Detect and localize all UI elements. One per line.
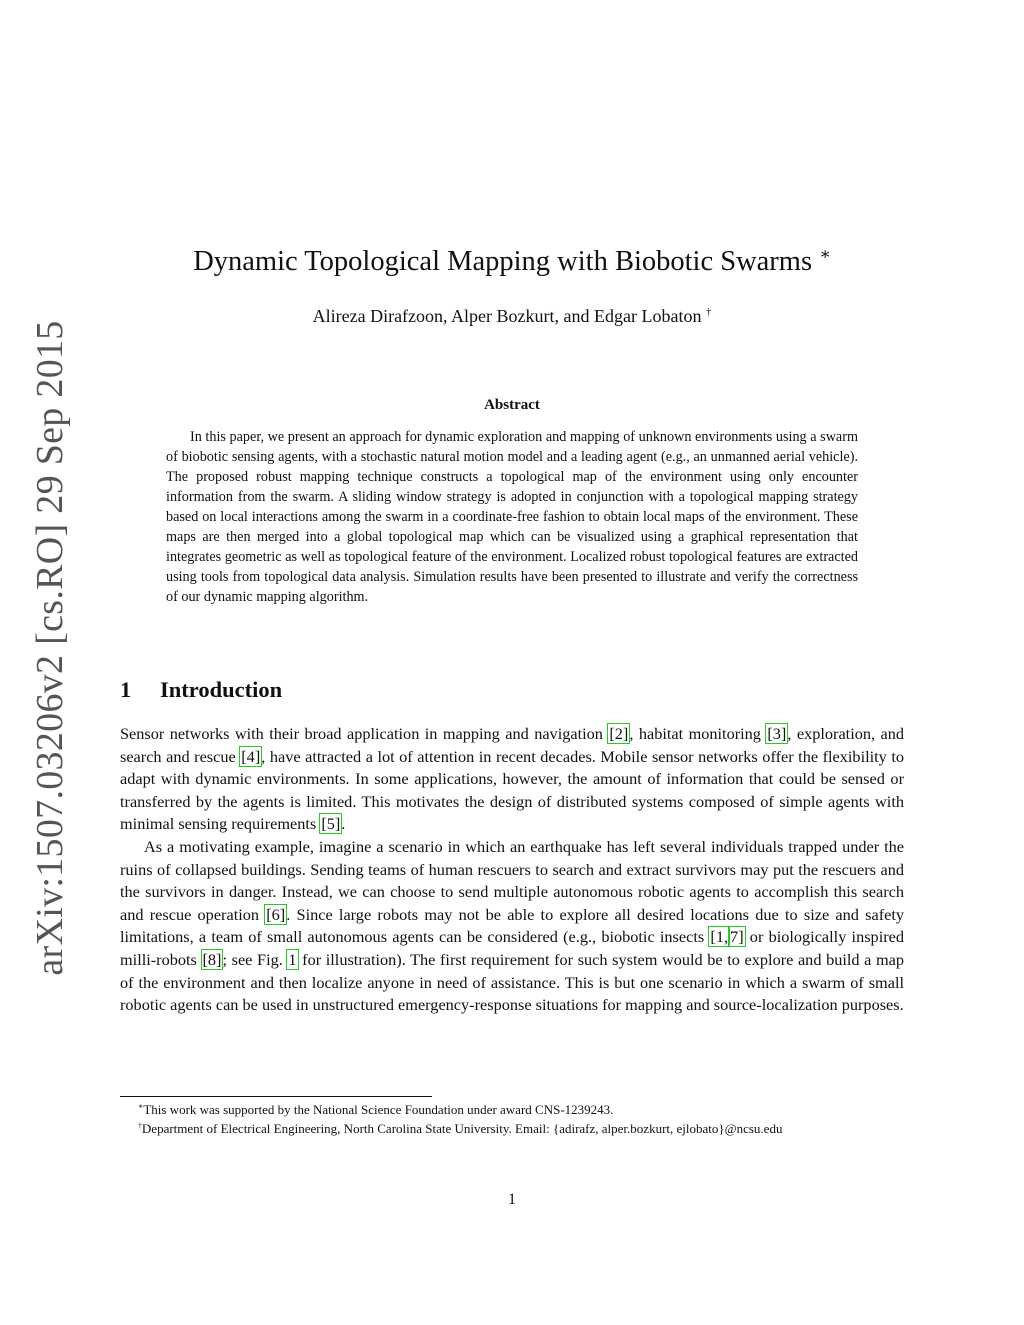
citation-link[interactable]: [5] — [321, 814, 341, 834]
introduction-body — [120, 723, 904, 1017]
author-footnote-mark[interactable]: † — [705, 306, 712, 318]
text-run: ; see Fig. — [222, 949, 288, 969]
text-run: , have attracted a lot of attention in recent decades. Mobile sensor networks offer the flexibility to adapt with dynamic environments. In some applications, however, the amount of information that could be sensed or transferred by the agents is limited. This motivates the design of distributed systems composed of simple agents with minimal sensing requirements — [120, 746, 905, 834]
text-run: or biologically inspired milli-robots — [120, 927, 905, 969]
paper-title — [120, 246, 904, 278]
section-number: 1 — [120, 677, 132, 702]
intro-paragraph-2 — [120, 836, 904, 1017]
citation-link[interactable]: 7] — [730, 927, 744, 947]
citation-link[interactable]: [3] — [767, 724, 787, 743]
author-names: Alireza Dirafzoon, Alper Bozkurt, and Edgar Lobaton — [312, 306, 702, 326]
text-run: As a motivating example, imagine a scenario in which an earthquake has left several individuals trapped under the ruins of collapsed buildings. Sending teams of human rescuers to search and extract survivors may put the rescuers and the survivors in danger. Instead, we can choose to send multiple autonomous robotic agents to accomplish this search and rescue operation — [120, 836, 904, 924]
text-run: Sensor networks with their broad application in mapping and navigation — [120, 724, 609, 743]
author-list — [120, 306, 904, 327]
footnotes — [120, 1100, 904, 1138]
citation-link[interactable]: [2] — [609, 724, 629, 743]
text-run: for illustration). The first requirement for such system would be to explore and build a map of the environment and then localize anyone in need of assistance. This is but one scenario in which a swarm of small robotic agents can be used in unstructured emergency-response situations for mapping and source-localization purposes. — [120, 949, 905, 1015]
footnote-mark: † — [138, 1120, 142, 1130]
citation-link[interactable]: [1, — [710, 927, 729, 947]
citation-link[interactable]: [6] — [266, 904, 286, 924]
footnote-funding — [120, 1100, 904, 1119]
section-heading-introduction — [120, 677, 904, 703]
section-title-text: Introduction — [160, 677, 283, 702]
footnote-divider — [120, 1096, 432, 1097]
intro-paragraph-1 — [120, 723, 904, 836]
abstract-body: In this paper, we present an approach for dynamic exploration and mapping of unknown environments using a swarm of biobotic sensing agents, with a stochastic natural motion model and a leading agent (e.g., an unmanned aerial vehicle). The proposed robust mapping technique constructs a topological map of the environment using only encounter information from the swarm. A sliding window strategy is adopted in conjunction with a topological mapping strategy based on local interactions among the swarm in a coordinate-free fashion to obtain local maps of the environment. These maps are then merged into a global topological map which can be visualized using a graphical representation that integrates geometric as well as topological feature of the environment. Localized robust topological features are extracted using tools from topological data analysis. Simulation results have been presented to illustrate and verify the correctness of our dynamic mapping algorithm. — [166, 429, 858, 605]
citation-link[interactable]: [8] — [202, 949, 222, 969]
text-run: , exploration, and search and rescue — [120, 724, 905, 766]
text-run: . Since large robots may not be able to explore all desired locations due to size and safety limitations, a team of small autonomous agents can be considered (e.g., biobotic insects — [120, 904, 905, 947]
footnote-mark: ∗ — [138, 1101, 144, 1111]
arxiv-identifier-stamp: arXiv:1507.03206v2 [cs.RO] 29 Sep 2015 — [29, 320, 71, 976]
footnote-text: Department of Electrical Engineering, North Carolina State University. Email: {adirafz, alper.bozkurt, ejlobato}@ncsu.edu — [141, 1121, 783, 1136]
title-footnote-mark[interactable]: ∗ — [819, 244, 831, 264]
page-number: 1 — [508, 1191, 516, 1208]
text-run: , habitat monitoring — [629, 724, 767, 743]
figure-reference-link[interactable]: 1 — [288, 949, 297, 969]
footnote-text: This work was supported by the National Science Foundation under award CNS-1239243. — [143, 1102, 614, 1117]
abstract-heading: Abstract — [484, 397, 540, 413]
citation-link[interactable]: [4] — [241, 746, 261, 766]
footnote-affiliation — [120, 1119, 904, 1138]
paper-title-text: Dynamic Topological Mapping with Biobotic Swarms — [193, 246, 813, 277]
text-run: . — [341, 814, 346, 834]
